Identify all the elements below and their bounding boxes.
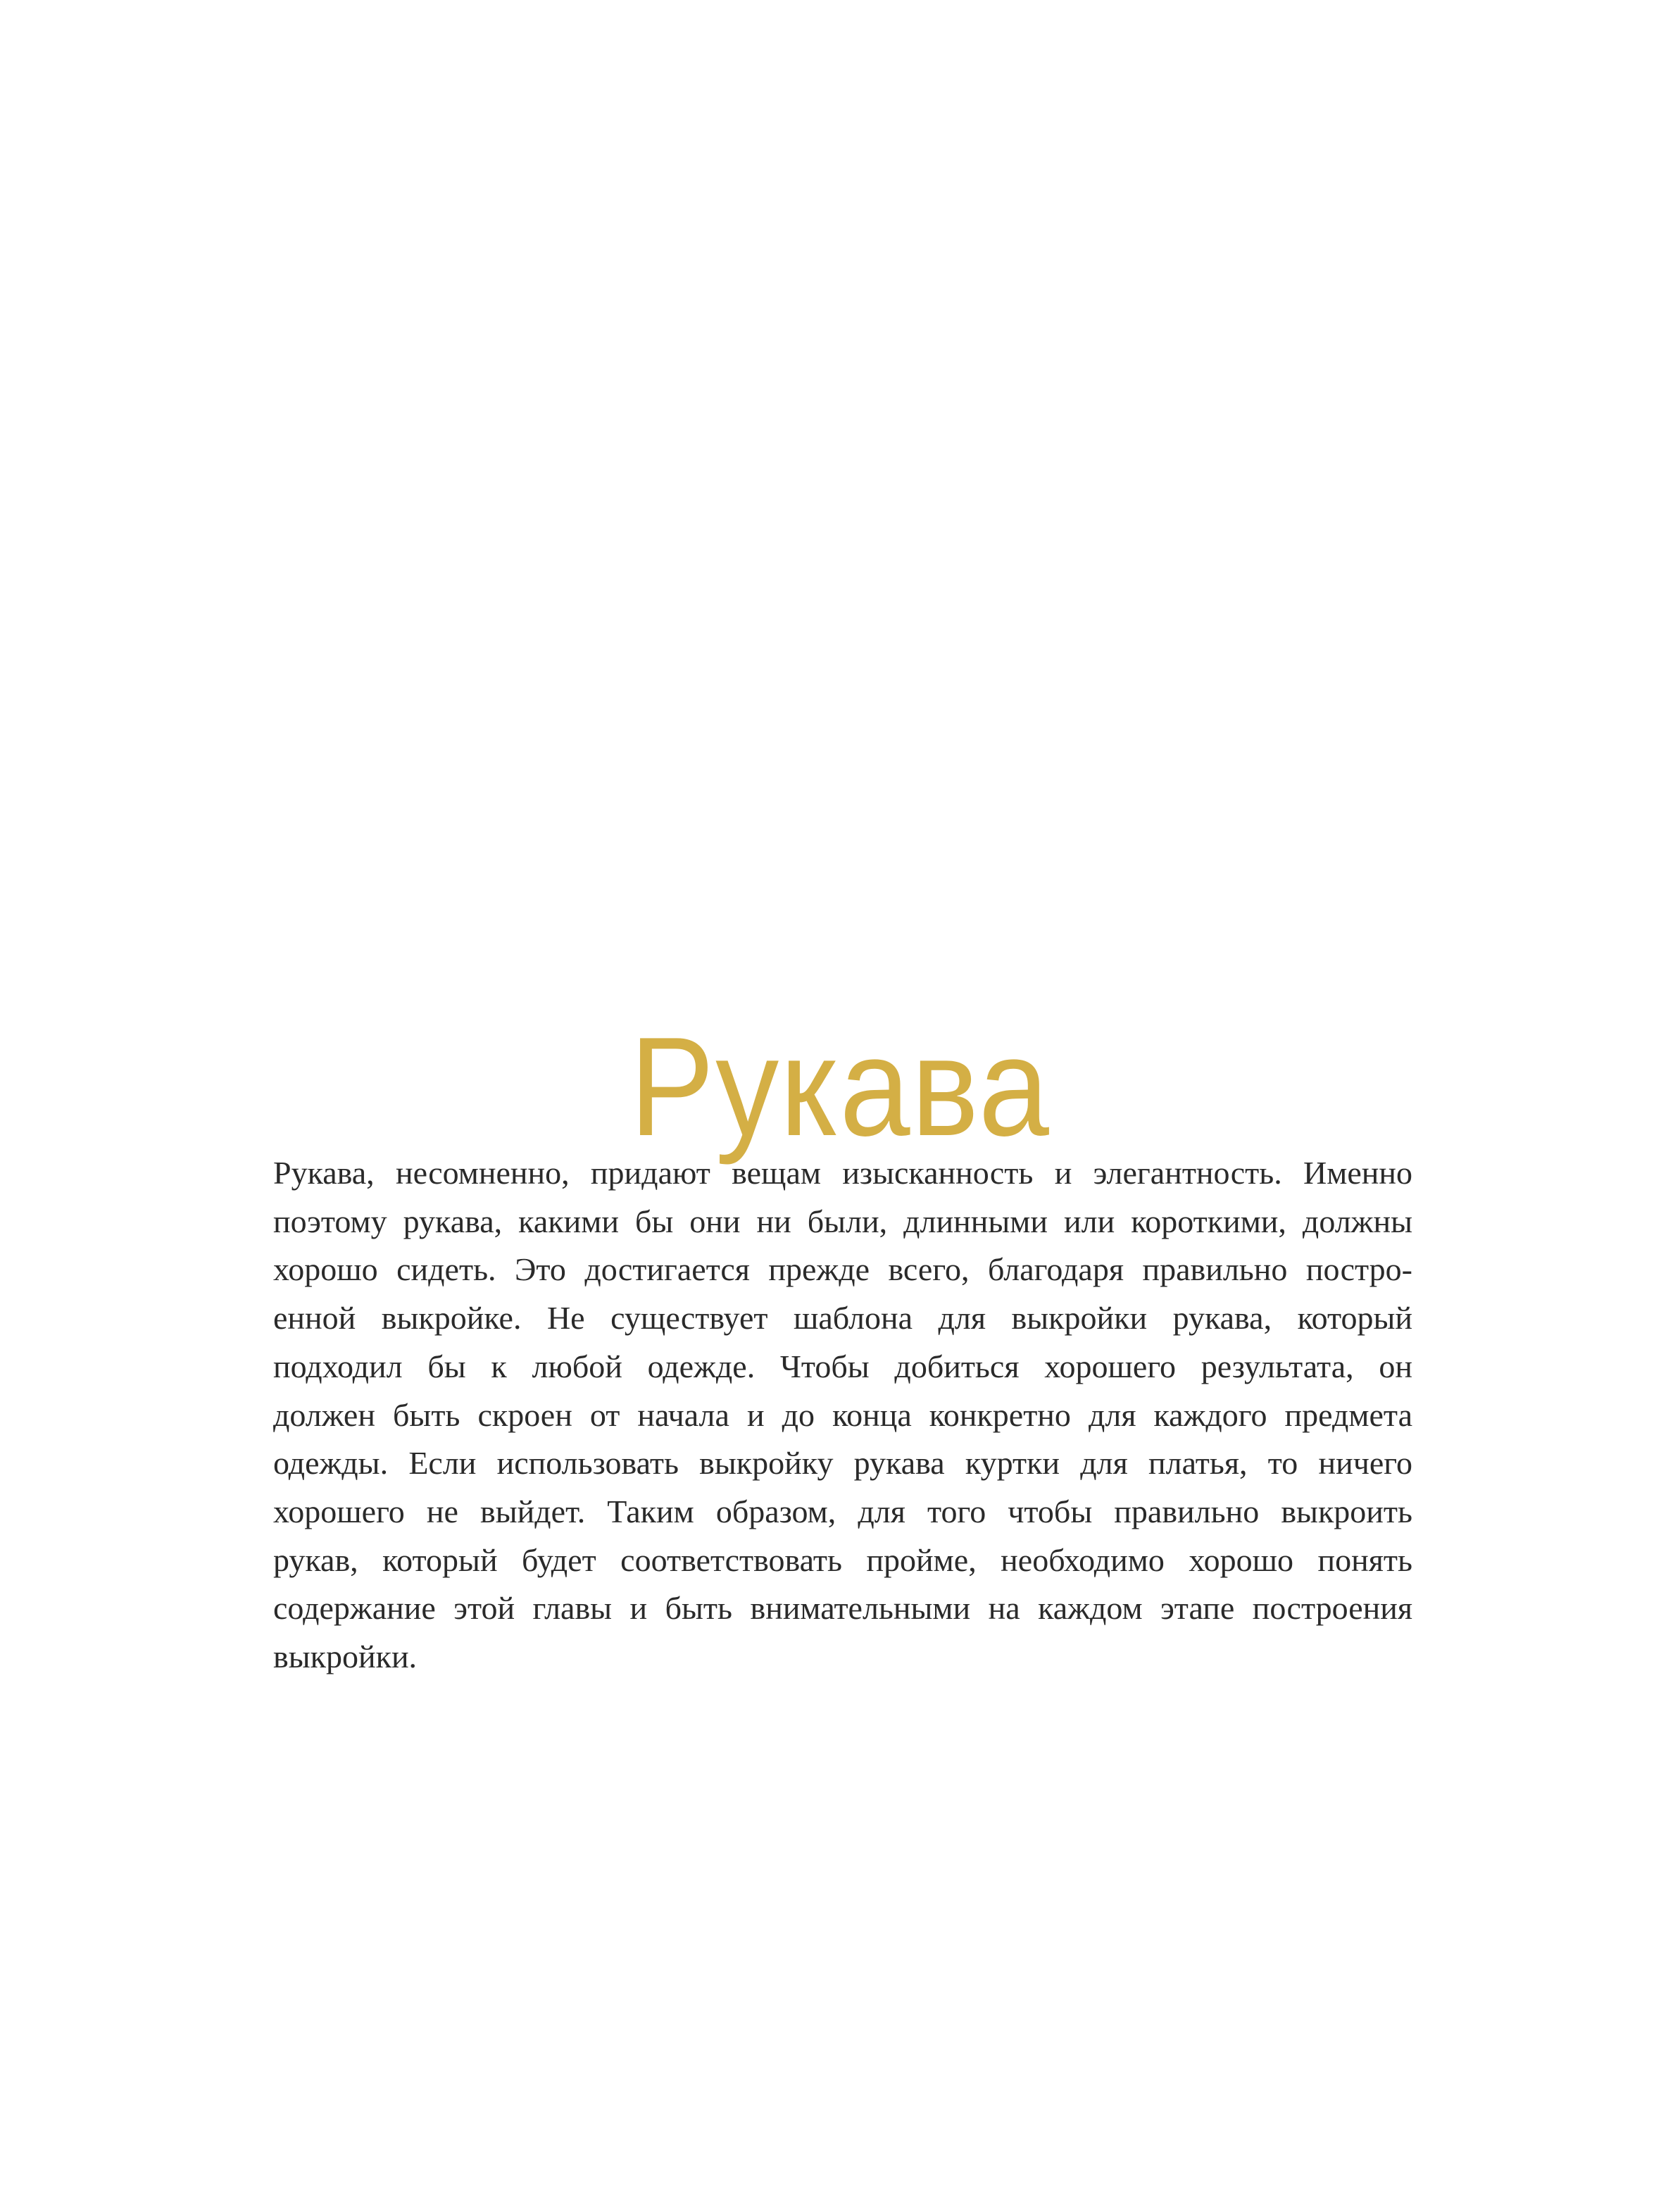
intro-paragraph [273,1149,1412,1682]
paragraph-line: рукав, который будет соответствовать пройме, необходимо хорошо понять [273,1541,1412,1578]
paragraph-line: хорошо сидеть. Это достигается прежде всего, благодаря правильно постро- [273,1251,1412,1288]
paragraph-line: поэтому рукава, какими бы они ни были, длинными или короткими, должны [273,1203,1412,1239]
paragraph-line: должен быть скроен от начала и до конца конкретно для каждого предмета [273,1396,1412,1433]
paragraph-line: содержание этой главы и быть внимательными на каждом этапе построения [273,1590,1412,1627]
paragraph-line: одежды. Если использовать выкройку рукава куртки для платья, то ничего [273,1445,1412,1482]
paragraph-line: подходил бы к любой одежде. Чтобы добиться хорошего результата, он [273,1348,1412,1384]
chapter-title: Рукава [629,1008,1051,1165]
paragraph-line: хорошего не выйдет. Таким образом, для того чтобы правильно выкроить [273,1493,1412,1529]
paragraph-line: выкройки. [273,1639,418,1675]
paragraph-line: енной выкройке. Не существует шаблона для выкройки рукава, который [273,1300,1412,1336]
paragraph-line: Рукава, несомненно, придают вещам изысканность и элегантность. Именно [273,1155,1412,1191]
